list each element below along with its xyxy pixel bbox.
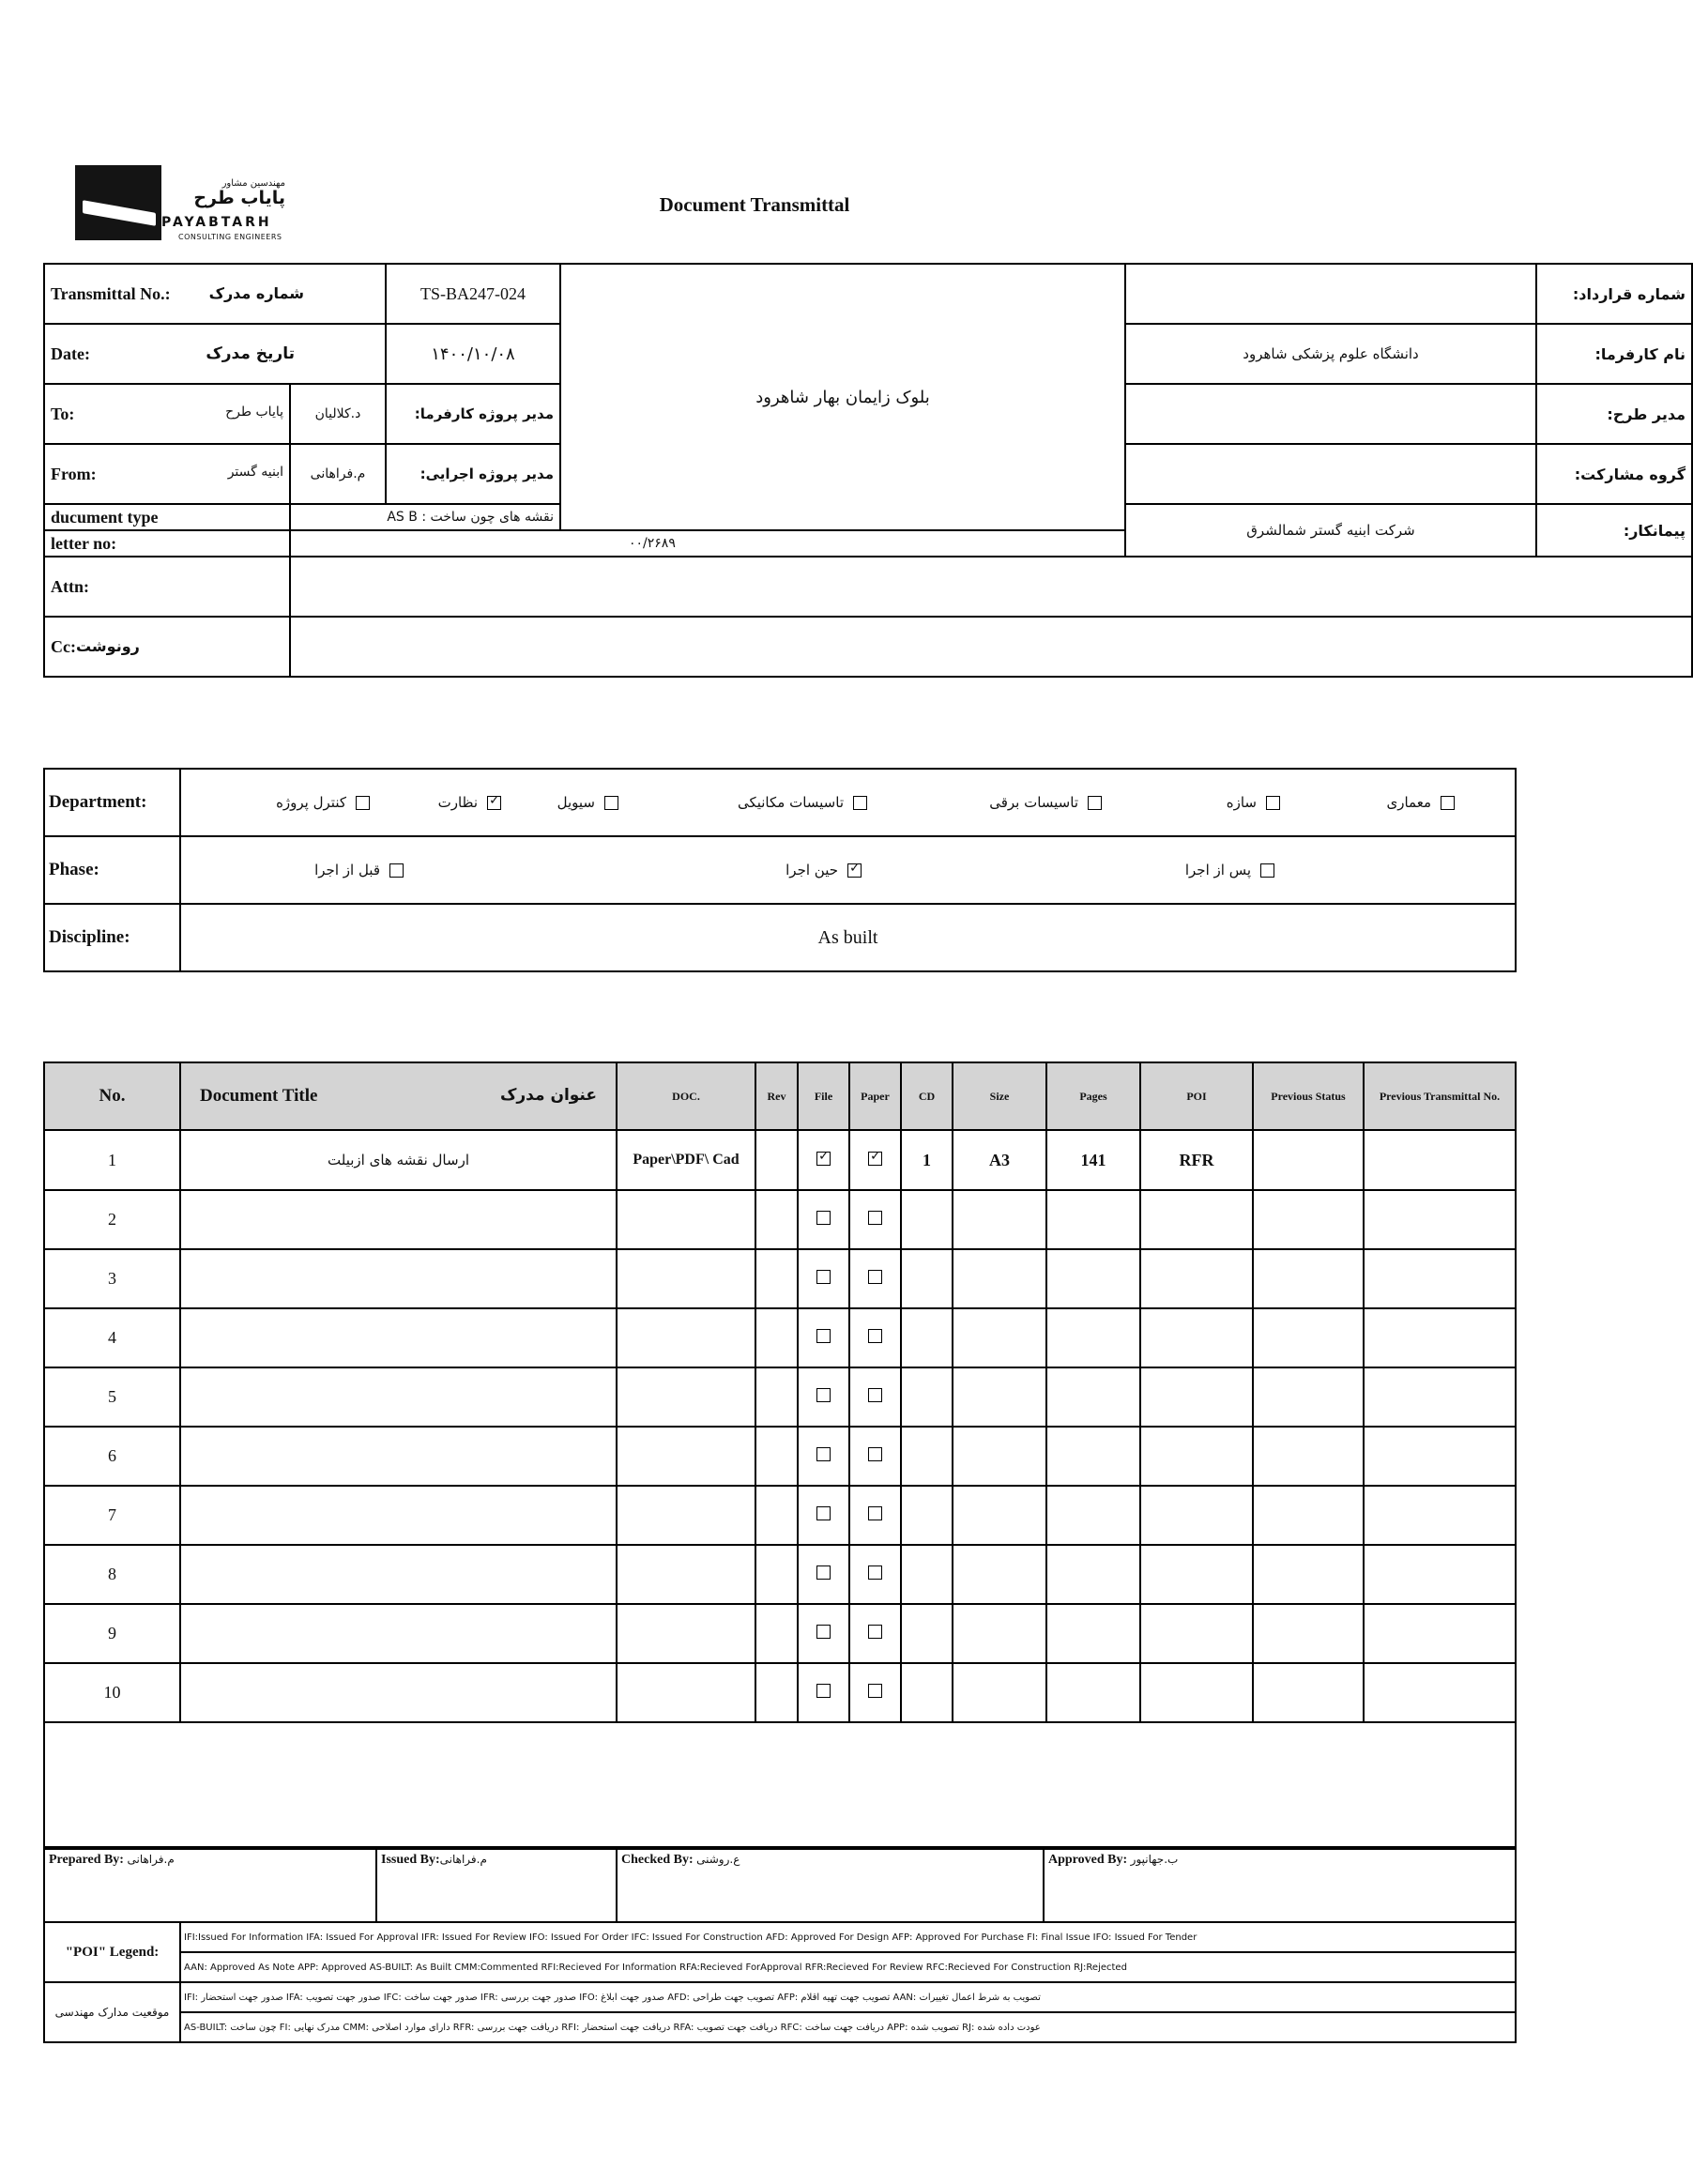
cell-rev bbox=[755, 1427, 798, 1486]
transmittal-no-label: Transmittal No.: bbox=[51, 283, 171, 303]
contract-no-label: شماره قرارداد: bbox=[1536, 264, 1692, 324]
cell-doc bbox=[617, 1308, 755, 1367]
cell-size bbox=[953, 1308, 1046, 1367]
cell-doc bbox=[617, 1427, 755, 1486]
cell-title bbox=[180, 1308, 617, 1367]
dept-option-structure[interactable]: سازه bbox=[1227, 794, 1280, 811]
contractor-label: پیمانکار: bbox=[1536, 504, 1692, 557]
cell-poi bbox=[1140, 1367, 1253, 1427]
phase-option-before[interactable]: قبل از اجرا bbox=[314, 862, 404, 878]
to-org: پایاب طرح bbox=[225, 404, 283, 420]
checked-by-label: Checked By: bbox=[621, 1853, 694, 1867]
checked-by-cell bbox=[617, 1849, 1044, 1922]
prepared-by-label: Prepared By: bbox=[49, 1853, 124, 1867]
phase-option-during[interactable]: ✓ حین اجرا bbox=[785, 862, 862, 878]
cell-file bbox=[798, 1308, 849, 1367]
col-pages: Pages bbox=[1046, 1062, 1140, 1130]
cell-prev-transmittal bbox=[1364, 1308, 1516, 1367]
cell-file bbox=[798, 1367, 849, 1427]
cell-title: ارسال نقشه های ازبیلت bbox=[180, 1130, 617, 1190]
attn-label: Attn: bbox=[44, 557, 290, 617]
cell-doc: Paper\PDF\ Cad bbox=[617, 1130, 755, 1190]
client-label: نام کارفرما: bbox=[1536, 324, 1692, 384]
cell-prev-status bbox=[1253, 1427, 1364, 1486]
cell-paper bbox=[849, 1427, 901, 1486]
cell-paper bbox=[849, 1308, 901, 1367]
cell-doc bbox=[617, 1663, 755, 1722]
cell-poi: RFR bbox=[1140, 1130, 1253, 1190]
cell-title bbox=[180, 1367, 617, 1427]
phase-options bbox=[180, 836, 1516, 904]
cell-pages bbox=[1046, 1190, 1140, 1249]
cell-paper bbox=[849, 1367, 901, 1427]
cc-value bbox=[290, 617, 1692, 677]
cell-no: 9 bbox=[44, 1604, 180, 1663]
dept-option-mechanical[interactable]: تاسیسات مکانیکی bbox=[738, 794, 867, 811]
cell-cd bbox=[901, 1604, 953, 1663]
checkbox[interactable] bbox=[816, 1684, 831, 1698]
cell-poi bbox=[1140, 1486, 1253, 1545]
cell-pages bbox=[1046, 1604, 1140, 1663]
cell-title bbox=[180, 1663, 617, 1722]
logo-name-en: PAYABTARH bbox=[161, 215, 272, 230]
cell-size bbox=[953, 1663, 1046, 1722]
cell-cd: 1 bbox=[901, 1130, 953, 1190]
cell-prev-status bbox=[1253, 1604, 1364, 1663]
cell-no: 3 bbox=[44, 1249, 180, 1308]
cell-no: 4 bbox=[44, 1308, 180, 1367]
cell-file bbox=[798, 1130, 849, 1190]
cell-poi bbox=[1140, 1427, 1253, 1486]
checkbox[interactable] bbox=[816, 1506, 831, 1520]
cell-prev-status bbox=[1253, 1249, 1364, 1308]
cell-file bbox=[798, 1190, 849, 1249]
table-row bbox=[44, 1367, 1516, 1427]
letter-no-value: ۰۰/۲۶۸۹ bbox=[290, 530, 1125, 557]
cell-pages bbox=[1046, 1249, 1140, 1308]
cell-file bbox=[798, 1545, 849, 1604]
cell-prev-transmittal bbox=[1364, 1663, 1516, 1722]
cell-title bbox=[180, 1190, 617, 1249]
col-cd: CD bbox=[901, 1062, 953, 1130]
cell-paper bbox=[849, 1545, 901, 1604]
cell-paper bbox=[849, 1663, 901, 1722]
legend-line-1: IFI:Issued For Information IFA: Issued For Approval IFR: Issued For Review IFO: Issued For Order IFC: Issued For Construction AFD: Approved For Design AFP: Approved For Purchase FI: Final Issue IFO: Issued For Tender bbox=[180, 1922, 1516, 1952]
prepared-by-value: م.فراهانی bbox=[127, 1853, 175, 1866]
cell-size bbox=[953, 1486, 1046, 1545]
cell-rev bbox=[755, 1604, 798, 1663]
cell-pages bbox=[1046, 1545, 1140, 1604]
prepared-by-cell bbox=[44, 1849, 376, 1922]
checkbox[interactable] bbox=[1266, 796, 1280, 810]
cell-rev bbox=[755, 1486, 798, 1545]
checkbox[interactable] bbox=[604, 796, 618, 810]
header-table bbox=[43, 263, 1693, 678]
cell-pages bbox=[1046, 1486, 1140, 1545]
cell-poi bbox=[1140, 1308, 1253, 1367]
cell-no: 8 bbox=[44, 1545, 180, 1604]
signature-table bbox=[43, 1848, 1517, 1923]
checked-by-value: ع.روشنی bbox=[696, 1853, 740, 1866]
client-pm-label: مدیر پروژه کارفرما: bbox=[386, 384, 560, 444]
checkbox[interactable] bbox=[356, 796, 370, 810]
checkbox[interactable] bbox=[816, 1211, 831, 1225]
checkbox[interactable] bbox=[853, 796, 867, 810]
cell-cd bbox=[901, 1190, 953, 1249]
cell-file bbox=[798, 1663, 849, 1722]
cell-prev-transmittal bbox=[1364, 1249, 1516, 1308]
col-no: No. bbox=[44, 1062, 180, 1130]
cell-pages: 141 bbox=[1046, 1130, 1140, 1190]
col-title-fa: عنوان مدرک bbox=[499, 1086, 597, 1105]
table-row bbox=[44, 1130, 1516, 1190]
checkbox[interactable] bbox=[816, 1625, 831, 1639]
cell-paper bbox=[849, 1249, 901, 1308]
cell-no: 5 bbox=[44, 1367, 180, 1427]
cell-prev-transmittal bbox=[1364, 1367, 1516, 1427]
from-org: ابنیه گستر bbox=[227, 464, 283, 480]
cell-pages bbox=[1046, 1308, 1140, 1367]
cell-paper bbox=[849, 1486, 901, 1545]
dept-option-architecture[interactable]: معماری bbox=[1387, 794, 1456, 811]
checkbox[interactable] bbox=[1088, 796, 1102, 810]
legend-line-2: AAN: Approved As Note APP: Approved AS-BUILT: As Built CMM:Commented RFI:Recieved For Information RFA:Recieved ForApproval RFR:Recieved For Review RFC:Recieved For Construction RJ:Rejected bbox=[180, 1952, 1516, 1982]
col-file: File bbox=[798, 1062, 849, 1130]
department-table bbox=[43, 768, 1517, 972]
cell-cd bbox=[901, 1486, 953, 1545]
dept-option-civil[interactable]: سیویل bbox=[557, 794, 618, 811]
cell-prev-transmittal bbox=[1364, 1190, 1516, 1249]
checkbox[interactable] bbox=[1441, 796, 1455, 810]
cc-label-cell bbox=[44, 617, 290, 677]
to-label: To: bbox=[51, 404, 75, 423]
cell-prev-status bbox=[1253, 1663, 1364, 1722]
checkbox[interactable] bbox=[868, 1506, 882, 1520]
checkbox[interactable] bbox=[868, 1625, 882, 1639]
issued-by-label: Issued By: bbox=[381, 1853, 440, 1867]
discipline-value: As built bbox=[180, 904, 1516, 971]
date-value: ۱۴۰۰/۱۰/۰۸ bbox=[386, 324, 560, 384]
attn-value bbox=[290, 557, 1692, 617]
cell-poi bbox=[1140, 1249, 1253, 1308]
cell-doc bbox=[617, 1545, 755, 1604]
cell-paper bbox=[849, 1604, 901, 1663]
checkbox[interactable] bbox=[868, 1684, 882, 1698]
cell-prev-status bbox=[1253, 1545, 1364, 1604]
doc-type-value: نقشه های چون ساخت : AS B bbox=[290, 504, 560, 530]
cell-file bbox=[798, 1604, 849, 1663]
consultant-value bbox=[1125, 444, 1536, 504]
cell-no: 10 bbox=[44, 1663, 180, 1722]
cell-size: A3 bbox=[953, 1130, 1046, 1190]
doc-type-label: ducument type bbox=[44, 504, 290, 530]
from-cell bbox=[44, 444, 290, 504]
cell-title bbox=[180, 1427, 617, 1486]
checkbox-checked[interactable] bbox=[487, 796, 501, 810]
cell-paper bbox=[849, 1130, 901, 1190]
cell-prev-status bbox=[1253, 1130, 1364, 1190]
cc-label: Cc: bbox=[51, 636, 76, 656]
cell-rev bbox=[755, 1367, 798, 1427]
cell-size bbox=[953, 1367, 1046, 1427]
table-row bbox=[44, 1308, 1516, 1367]
col-title bbox=[180, 1062, 617, 1130]
cell-rev bbox=[755, 1249, 798, 1308]
checkbox[interactable] bbox=[868, 1211, 882, 1225]
date-label: Date: bbox=[51, 344, 90, 363]
project-name: بلوک زایمان بهار شاهرود bbox=[560, 264, 1125, 530]
cell-no: 1 bbox=[44, 1130, 180, 1190]
table-row bbox=[44, 1486, 1516, 1545]
legend-line-4: AS-BUILT: چون ساخت FI: مدرک نهایی CMM: دارای موارد اصلاحی RFR: دریافت جهت بررسی RFI: دریافت جهت استحضار RFA: دریافت جهت تصویب RFC: دریافت جهت ساخت APP: تصویب شده RJ: عودت داده شده bbox=[180, 2012, 1516, 2042]
cc-label-fa: رونوشت bbox=[75, 636, 140, 655]
cell-title bbox=[180, 1249, 617, 1308]
approved-by-label: Approved By: bbox=[1048, 1853, 1128, 1867]
cell-file bbox=[798, 1249, 849, 1308]
logo-subtitle-fa: مهندسین مشاور bbox=[221, 178, 285, 189]
document-table-spacer bbox=[44, 1722, 1516, 1847]
designer-label: مدیر طرح: bbox=[1536, 384, 1692, 444]
cell-poi bbox=[1140, 1190, 1253, 1249]
cell-size bbox=[953, 1545, 1046, 1604]
poi-legend-label: "POI" Legend: bbox=[44, 1922, 180, 1982]
col-size: Size bbox=[953, 1062, 1046, 1130]
cell-prev-transmittal bbox=[1364, 1130, 1516, 1190]
cell-cd bbox=[901, 1427, 953, 1486]
cell-poi bbox=[1140, 1545, 1253, 1604]
contractor-value: شرکت ابنیه گستر شمالشرق bbox=[1125, 504, 1536, 557]
col-prev-transmittal: Previous Transmittal No. bbox=[1364, 1062, 1516, 1130]
cell-cd bbox=[901, 1249, 953, 1308]
to-person: د.کلالیان bbox=[290, 384, 386, 444]
checkbox[interactable] bbox=[868, 1447, 882, 1461]
contract-no-value bbox=[1125, 264, 1536, 324]
cell-pages bbox=[1046, 1427, 1140, 1486]
phase-label: Phase: bbox=[44, 836, 180, 904]
legend-line-3: IFI: صدور جهت استحضار IFA: صدور جهت تصویب IFC: صدور جهت ساخت IFR: صدور جهت بررسی IFO: صدور جهت ابلاغ AFD: تصویب جهت طراحی AFP: تصویب جهت تهیه اقلام AAN: تصویب به شرط اعمال تغییرات bbox=[180, 1982, 1516, 2012]
cell-size bbox=[953, 1604, 1046, 1663]
dept-option-supervision[interactable]: ✓ نظارت bbox=[438, 794, 501, 811]
cell-rev bbox=[755, 1130, 798, 1190]
cell-rev bbox=[755, 1308, 798, 1367]
checkbox[interactable] bbox=[816, 1388, 831, 1402]
logo-subtitle-en: CONSULTING ENGINEERS bbox=[178, 233, 282, 241]
checkbox[interactable] bbox=[816, 1447, 831, 1461]
document-rows bbox=[44, 1130, 1516, 1722]
cell-poi bbox=[1140, 1663, 1253, 1722]
col-title-en: Document Title bbox=[200, 1086, 318, 1106]
to-cell bbox=[44, 384, 290, 444]
cell-cd bbox=[901, 1663, 953, 1722]
client-value: دانشگاه علوم پزشکی شاهرود bbox=[1125, 324, 1536, 384]
cell-rev bbox=[755, 1190, 798, 1249]
table-row bbox=[44, 1663, 1516, 1722]
cell-rev bbox=[755, 1663, 798, 1722]
cell-prev-status bbox=[1253, 1486, 1364, 1545]
cell-title bbox=[180, 1545, 617, 1604]
cell-cd bbox=[901, 1308, 953, 1367]
cell-doc bbox=[617, 1367, 755, 1427]
from-label: From: bbox=[51, 464, 97, 483]
checkbox[interactable] bbox=[868, 1270, 882, 1284]
cell-prev-transmittal bbox=[1364, 1545, 1516, 1604]
cell-file bbox=[798, 1427, 849, 1486]
cell-doc bbox=[617, 1486, 755, 1545]
cell-prev-transmittal bbox=[1364, 1486, 1516, 1545]
cell-file bbox=[798, 1486, 849, 1545]
transmittal-no-label-cell bbox=[44, 264, 386, 324]
checkbox[interactable] bbox=[816, 1565, 831, 1580]
cell-cd bbox=[901, 1545, 953, 1604]
cell-doc bbox=[617, 1249, 755, 1308]
checkbox[interactable] bbox=[868, 1388, 882, 1402]
transmittal-no-label-fa: شماره مدرک bbox=[208, 283, 304, 302]
col-rev: Rev bbox=[755, 1062, 798, 1130]
legend-fa-label: موقعیت مدارک مهندسی bbox=[44, 1982, 180, 2042]
cell-rev bbox=[755, 1545, 798, 1604]
cell-size bbox=[953, 1190, 1046, 1249]
checkbox[interactable] bbox=[1260, 863, 1274, 878]
department-options bbox=[180, 769, 1516, 836]
date-label-fa: تاریخ مدرک bbox=[206, 344, 295, 363]
col-paper: Paper bbox=[849, 1062, 901, 1130]
cell-doc bbox=[617, 1190, 755, 1249]
logo-name-fa: پایاب طرح bbox=[193, 188, 285, 208]
approved-by-cell bbox=[1044, 1849, 1516, 1922]
cell-doc bbox=[617, 1604, 755, 1663]
discipline-label: Discipline: bbox=[44, 904, 180, 971]
checkbox-checked[interactable] bbox=[868, 1152, 882, 1166]
cell-prev-transmittal bbox=[1364, 1604, 1516, 1663]
cell-title bbox=[180, 1486, 617, 1545]
from-person: م.فراهانی bbox=[290, 444, 386, 504]
issued-by-value: م.فراهانی bbox=[439, 1853, 487, 1866]
cell-pages bbox=[1046, 1367, 1140, 1427]
document-table bbox=[43, 1061, 1517, 1848]
checkbox[interactable] bbox=[868, 1329, 882, 1343]
table-row bbox=[44, 1545, 1516, 1604]
cell-prev-status bbox=[1253, 1367, 1364, 1427]
department-label: Department: bbox=[44, 769, 180, 836]
cell-pages bbox=[1046, 1663, 1140, 1722]
cell-prev-status bbox=[1253, 1190, 1364, 1249]
issued-by-cell bbox=[376, 1849, 617, 1922]
approved-by-value: ب.جهانپور bbox=[1130, 1853, 1179, 1866]
checkbox[interactable] bbox=[389, 863, 404, 878]
table-row bbox=[44, 1604, 1516, 1663]
table-row bbox=[44, 1190, 1516, 1249]
dept-option-electrical[interactable]: تاسیسات برقی bbox=[989, 794, 1102, 811]
cell-cd bbox=[901, 1367, 953, 1427]
col-doc: DOC. bbox=[617, 1062, 755, 1130]
cell-title bbox=[180, 1604, 617, 1663]
date-label-cell bbox=[44, 324, 386, 384]
cell-no: 2 bbox=[44, 1190, 180, 1249]
checkbox[interactable] bbox=[868, 1565, 882, 1580]
designer-value bbox=[1125, 384, 1536, 444]
col-prev-status: Previous Status bbox=[1253, 1062, 1364, 1130]
checkbox-checked[interactable] bbox=[816, 1152, 831, 1166]
consultant-label: گروه مشارکت: bbox=[1536, 444, 1692, 504]
cell-no: 6 bbox=[44, 1427, 180, 1486]
table-row bbox=[44, 1249, 1516, 1308]
cell-no: 7 bbox=[44, 1486, 180, 1545]
cell-poi bbox=[1140, 1604, 1253, 1663]
exec-pm-label: مدیر پروژه اجرایی: bbox=[386, 444, 560, 504]
cell-prev-transmittal bbox=[1364, 1427, 1516, 1486]
page-title: Document Transmittal bbox=[659, 193, 850, 216]
cell-prev-status bbox=[1253, 1308, 1364, 1367]
checkbox[interactable] bbox=[816, 1329, 831, 1343]
transmittal-no-value: TS-BA247-024 bbox=[386, 264, 560, 324]
checkbox-checked[interactable] bbox=[847, 863, 862, 878]
cell-size bbox=[953, 1249, 1046, 1308]
dept-option-project-control[interactable]: کنترل پروژه bbox=[276, 794, 370, 811]
cell-paper bbox=[849, 1190, 901, 1249]
letter-no-label: letter no: bbox=[44, 530, 290, 557]
cell-size bbox=[953, 1427, 1046, 1486]
col-poi: POI bbox=[1140, 1062, 1253, 1130]
phase-option-after[interactable]: پس از اجرا bbox=[1185, 862, 1274, 878]
checkbox[interactable] bbox=[816, 1270, 831, 1284]
table-row bbox=[44, 1427, 1516, 1486]
legend-table bbox=[43, 1921, 1517, 2043]
